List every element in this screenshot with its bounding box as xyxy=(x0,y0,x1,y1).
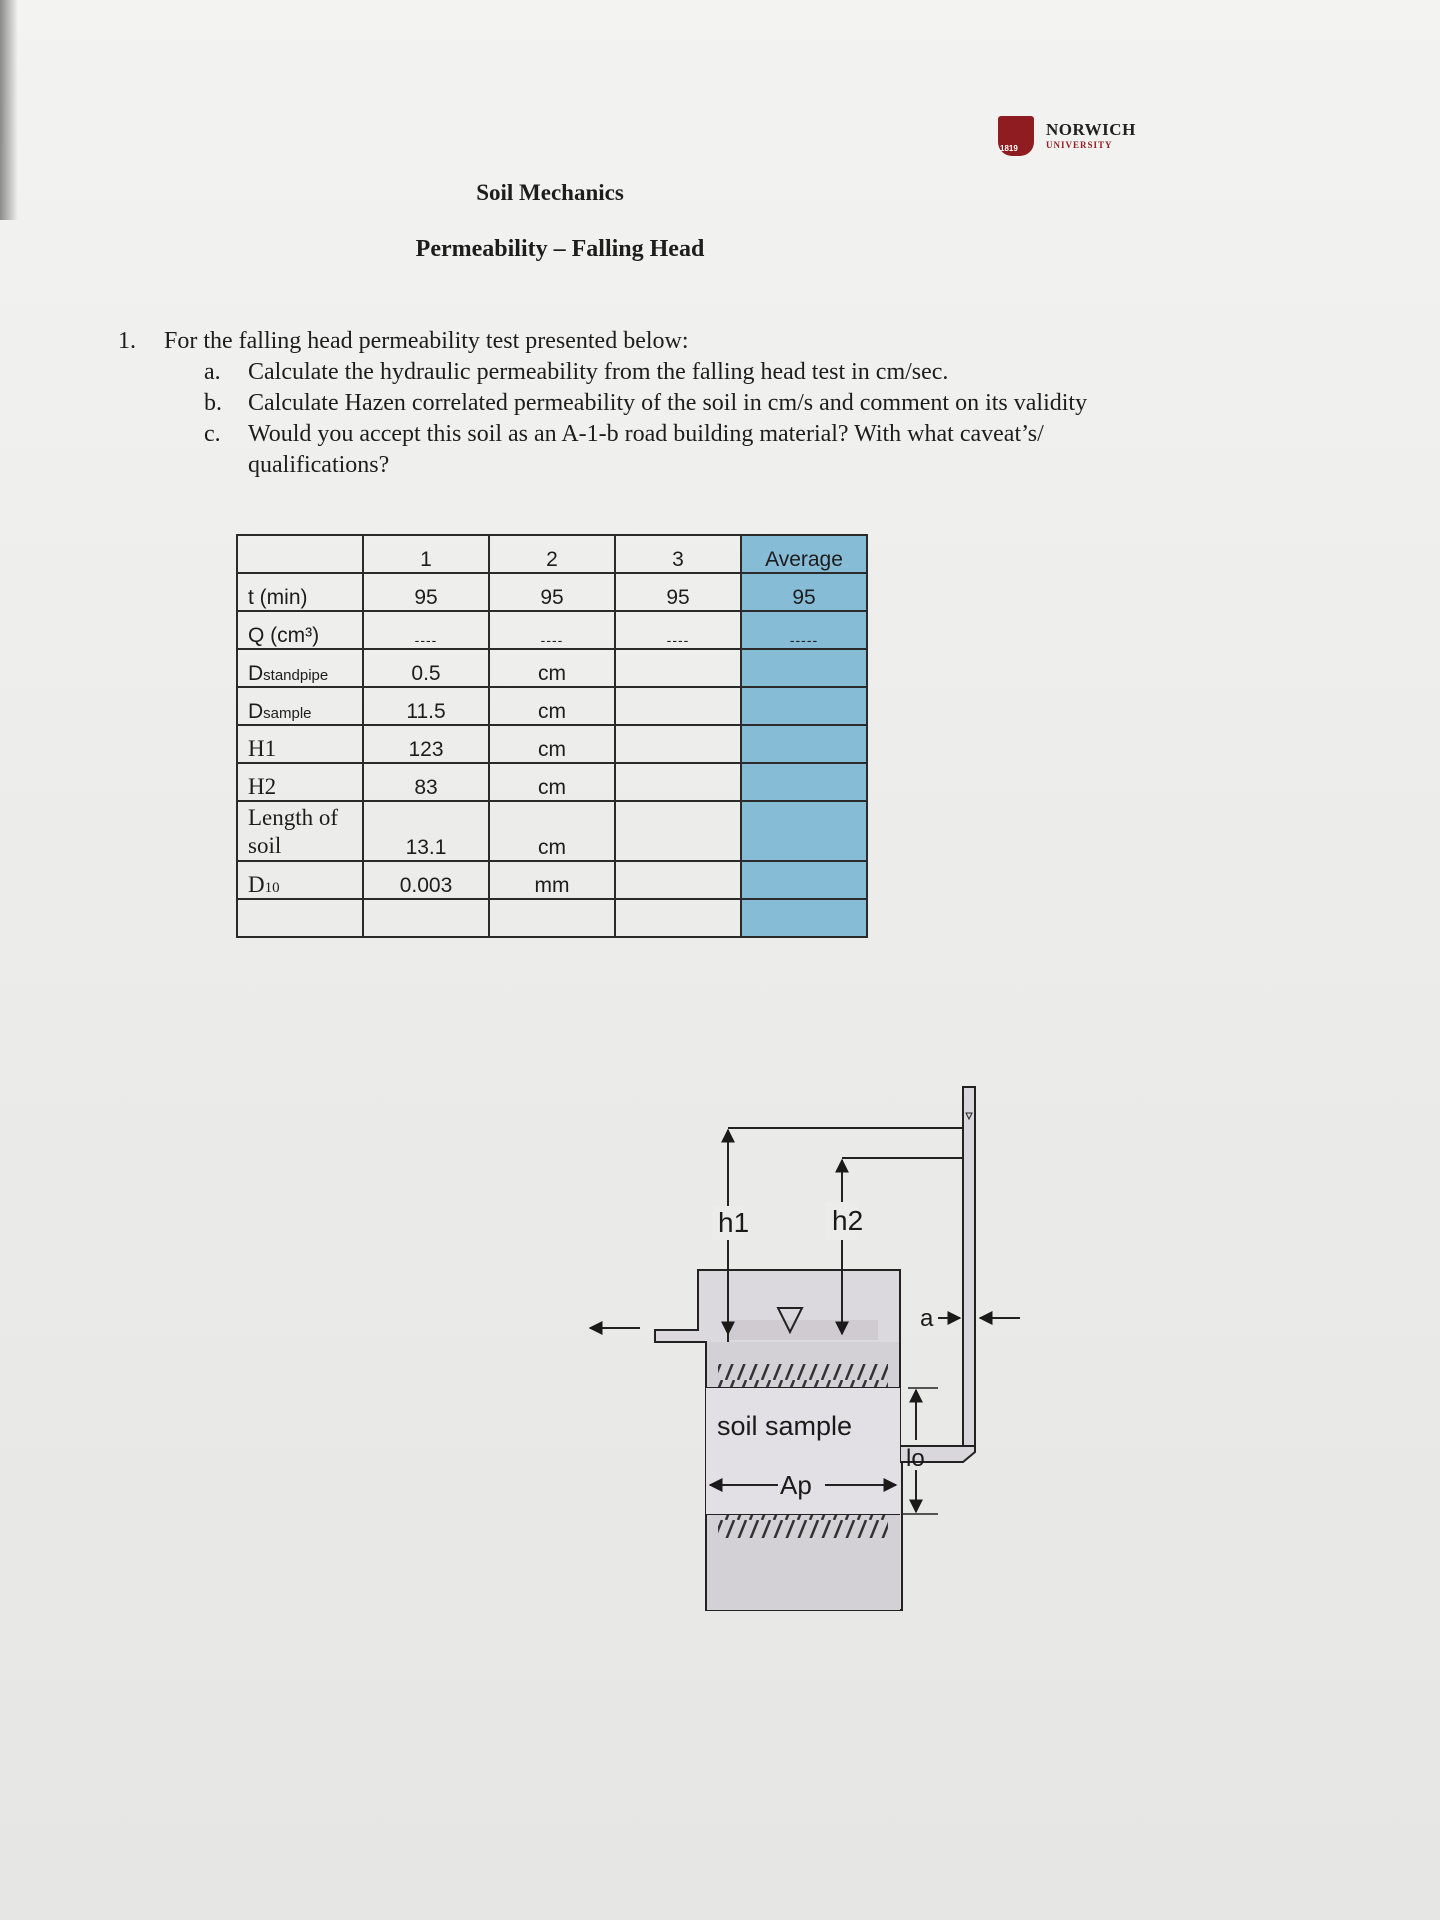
table-cell: 123 xyxy=(363,725,489,763)
a-label: a xyxy=(920,1305,934,1332)
table-cell xyxy=(741,861,867,899)
part-label: a. xyxy=(204,359,221,385)
table-cell: 95 xyxy=(489,573,615,611)
table-header-cell xyxy=(237,535,363,573)
table-cell: cm xyxy=(489,801,615,861)
table-cell: 13.1 xyxy=(363,801,489,861)
topic-title: Permeability – Falling Head xyxy=(415,236,705,262)
bottom-porous-stone xyxy=(718,1514,888,1538)
table-cell: ---- xyxy=(615,611,741,649)
table-header-cell: 3 xyxy=(615,535,741,573)
row-label-main: D xyxy=(248,662,264,685)
table-cell: ----- xyxy=(741,611,867,649)
h2-label: h2 xyxy=(832,1205,864,1236)
table-row xyxy=(237,899,867,937)
table-cell: 11.5 xyxy=(363,687,489,725)
table-cell: cm xyxy=(489,649,615,687)
row-label xyxy=(237,687,363,725)
water-zone xyxy=(728,1320,878,1340)
part-label: b. xyxy=(204,390,222,416)
row-label: H1 xyxy=(237,725,363,763)
table-cell xyxy=(741,801,867,861)
table-row xyxy=(237,687,867,725)
ap-label: Ap xyxy=(780,1470,812,1500)
logo-subtitle: UNIVERSITY xyxy=(1046,140,1113,150)
table-row xyxy=(237,573,867,611)
question-text: For the falling head permeability test presented below: xyxy=(164,328,689,354)
table-cell xyxy=(363,899,489,937)
row-label: Length of soil xyxy=(237,801,363,861)
part-text: Would you accept this soil as an A-1-b road building material? With what caveat’s/ xyxy=(248,421,1044,447)
soil-sample-label: soil sample xyxy=(717,1411,853,1441)
table-cell xyxy=(741,649,867,687)
table-row xyxy=(237,801,867,861)
question-part-c xyxy=(204,419,1044,450)
table-cell: 95 xyxy=(615,573,741,611)
table-cell: cm xyxy=(489,687,615,725)
part-text: Calculate the hydraulic permeability from the falling head test in cm/sec. xyxy=(248,359,949,385)
question-part-c-cont xyxy=(204,450,389,481)
part-text: qualifications? xyxy=(248,452,390,478)
table-cell: 0.5 xyxy=(363,649,489,687)
table-cell: 83 xyxy=(363,763,489,801)
table-cell xyxy=(615,725,741,763)
table-cell xyxy=(741,725,867,763)
row-label: Q (cm³) xyxy=(237,611,363,649)
table-row xyxy=(237,649,867,687)
logo-year: 1819 xyxy=(1000,144,1018,153)
table-cell: 95 xyxy=(363,573,489,611)
h1-label: h1 xyxy=(718,1207,750,1238)
table-row xyxy=(237,725,867,763)
table-cell xyxy=(741,687,867,725)
lo-label: lo xyxy=(906,1445,925,1472)
question-part-b xyxy=(204,388,1087,419)
table-header-row xyxy=(237,535,867,573)
table-row xyxy=(237,861,867,899)
row-label-sub: sample xyxy=(263,705,312,722)
table-cell: ---- xyxy=(489,611,615,649)
table-row xyxy=(237,611,867,649)
table-row xyxy=(237,763,867,801)
table-cell xyxy=(615,861,741,899)
table-header-cell: 1 xyxy=(363,535,489,573)
table-cell xyxy=(615,649,741,687)
row-label-sub: standpipe xyxy=(263,667,329,684)
row-label: t (min) xyxy=(237,573,363,611)
row-label xyxy=(237,649,363,687)
row-label-main: D xyxy=(248,700,264,723)
table-cell xyxy=(489,899,615,937)
table-cell: ---- xyxy=(363,611,489,649)
row-label xyxy=(237,899,363,937)
falling-head-diagram xyxy=(580,1080,1040,1620)
table-header-cell: Average xyxy=(741,535,867,573)
norwich-logo xyxy=(998,116,1168,156)
table-cell: mm xyxy=(489,861,615,899)
logo-name: NORWICH xyxy=(1046,120,1136,139)
table-cell xyxy=(615,801,741,861)
table-header-cell: 2 xyxy=(489,535,615,573)
row-label xyxy=(237,861,363,899)
table-cell xyxy=(615,687,741,725)
data-table xyxy=(236,534,868,938)
row-label-sub: 10 xyxy=(264,880,280,896)
table-cell: 95 xyxy=(741,573,867,611)
standpipe xyxy=(963,1087,975,1447)
top-porous-stone xyxy=(718,1364,888,1388)
part-text: Calculate Hazen correlated permeability of the soil in cm/s and comment on its validity xyxy=(248,390,1088,416)
table-cell xyxy=(615,899,741,937)
table-cell xyxy=(741,763,867,801)
row-label: H2 xyxy=(237,763,363,801)
part-label: c. xyxy=(204,421,221,447)
table-cell xyxy=(741,899,867,937)
course-title: Soil Mechanics xyxy=(476,180,624,205)
question-number: 1. xyxy=(118,328,136,354)
table-cell xyxy=(615,763,741,801)
question-part-a xyxy=(204,357,948,388)
table-cell: cm xyxy=(489,763,615,801)
table-cell: 0.003 xyxy=(363,861,489,899)
table-cell: cm xyxy=(489,725,615,763)
row-label-main: D xyxy=(248,872,265,897)
